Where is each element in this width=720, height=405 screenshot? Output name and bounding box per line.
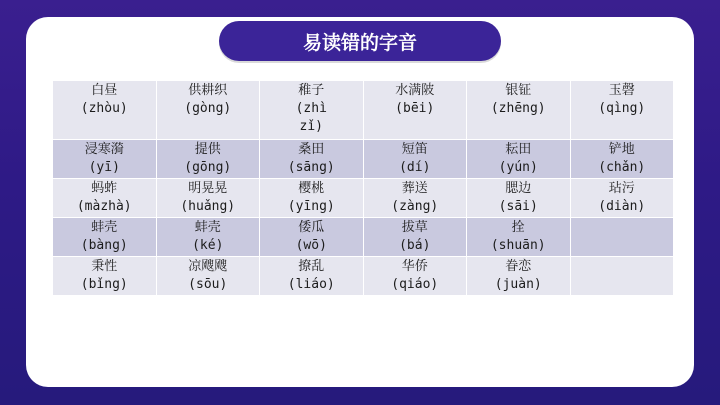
cell-pinyin: (qiáo) xyxy=(391,277,439,292)
pronunciation-table xyxy=(52,80,674,296)
cell-word: 玉磬 xyxy=(608,83,635,98)
cell-word: 浸寒漪 xyxy=(84,142,124,157)
cell-word: 葬送 xyxy=(401,181,428,196)
cell-word: 短笛 xyxy=(401,142,428,157)
table-cell xyxy=(260,140,364,179)
cell-pinyin: (liáo) xyxy=(287,277,335,292)
cell-word: 耘田 xyxy=(505,142,532,157)
cell-pinyin: (bàng) xyxy=(80,238,128,253)
table-cell xyxy=(156,218,260,257)
table-cell xyxy=(467,140,571,179)
cell-word: 蚌壳 xyxy=(91,220,118,235)
table-cell xyxy=(570,257,674,296)
cell-word: 白昼 xyxy=(91,83,118,98)
table-cell xyxy=(53,81,157,140)
cell-pinyin: (wō) xyxy=(295,238,327,253)
cell-word: 撩乱 xyxy=(298,259,325,274)
cell-word: 秉性 xyxy=(91,259,118,274)
table-cell xyxy=(156,81,260,140)
cell-pinyin: (diàn) xyxy=(598,199,646,214)
cell-word: 腮边 xyxy=(505,181,532,196)
cell-word: 拔草 xyxy=(401,220,428,235)
table-cell xyxy=(156,140,260,179)
table-cell xyxy=(363,140,467,179)
table-row xyxy=(53,140,674,179)
table-row xyxy=(53,179,674,218)
cell-pinyin: (qìng) xyxy=(598,101,646,116)
table-cell xyxy=(570,179,674,218)
table-cell xyxy=(53,257,157,296)
slide-title: 易读错的字音 xyxy=(219,21,501,61)
table-cell xyxy=(156,179,260,218)
cell-pinyin: (zhì zǐ) xyxy=(295,101,327,134)
cell-word: 供耕织 xyxy=(188,83,228,98)
cell-pinyin: (bá) xyxy=(399,238,431,253)
cell-word: 铲地 xyxy=(608,142,635,157)
cell-word: 倭瓜 xyxy=(298,220,325,235)
cell-pinyin: (màzhà) xyxy=(76,199,132,214)
cell-word: 华侨 xyxy=(401,259,428,274)
table-cell xyxy=(260,179,364,218)
table-cell xyxy=(363,218,467,257)
cell-word: 桑田 xyxy=(298,142,325,157)
cell-pinyin: (gòng) xyxy=(184,101,232,116)
cell-word: 凉飕飕 xyxy=(188,259,228,274)
table-cell xyxy=(363,179,467,218)
table-row xyxy=(53,81,674,140)
cell-pinyin: (bēi) xyxy=(395,101,435,116)
cell-word: 眷恋 xyxy=(505,259,532,274)
cell-pinyin: (sāi) xyxy=(498,199,538,214)
cell-pinyin: (bǐng) xyxy=(80,277,128,292)
table-row xyxy=(53,218,674,257)
cell-pinyin: (juàn) xyxy=(494,277,542,292)
table-cell xyxy=(570,218,674,257)
table-cell xyxy=(260,218,364,257)
cell-word: 拴 xyxy=(511,220,525,235)
cell-pinyin: (sōu) xyxy=(188,277,228,292)
cell-pinyin: (shuān) xyxy=(490,238,546,253)
cell-pinyin: (huǎng) xyxy=(180,199,236,214)
cell-pinyin: (yī) xyxy=(88,160,120,175)
cell-pinyin: (sāng) xyxy=(287,160,335,175)
cell-word: 明晃晃 xyxy=(188,181,228,196)
table-cell xyxy=(363,257,467,296)
table-cell xyxy=(570,81,674,140)
table-cell xyxy=(53,179,157,218)
cell-word: 提供 xyxy=(194,142,221,157)
cell-word: 蚂蚱 xyxy=(91,181,118,196)
cell-pinyin: (ké) xyxy=(192,238,224,253)
cell-word: 樱桃 xyxy=(298,181,325,196)
cell-pinyin: (chǎn) xyxy=(598,160,646,175)
table-cell xyxy=(467,257,571,296)
table-cell xyxy=(156,257,260,296)
cell-pinyin: (yún) xyxy=(498,160,538,175)
cell-pinyin: (yīng) xyxy=(287,199,335,214)
cell-pinyin: (zhēng) xyxy=(490,101,546,116)
cell-word: 蚌壳 xyxy=(194,220,221,235)
table-cell xyxy=(570,140,674,179)
cell-pinyin: (zhòu) xyxy=(80,101,128,116)
cell-word: 水满陂 xyxy=(395,83,435,98)
table-cell xyxy=(260,81,364,140)
table-cell xyxy=(260,257,364,296)
cell-word: 玷污 xyxy=(608,181,635,196)
table-cell xyxy=(467,218,571,257)
cell-word: 稚子 xyxy=(298,83,325,98)
table-cell xyxy=(467,179,571,218)
cell-pinyin: (zàng) xyxy=(391,199,439,214)
table-cell xyxy=(53,140,157,179)
table-cell xyxy=(53,218,157,257)
table-cell xyxy=(467,81,571,140)
cell-pinyin: (dí) xyxy=(399,160,431,175)
cell-word: 银钲 xyxy=(505,83,532,98)
cell-pinyin: (gōng) xyxy=(184,160,232,175)
table-cell xyxy=(363,81,467,140)
table-row xyxy=(53,257,674,296)
